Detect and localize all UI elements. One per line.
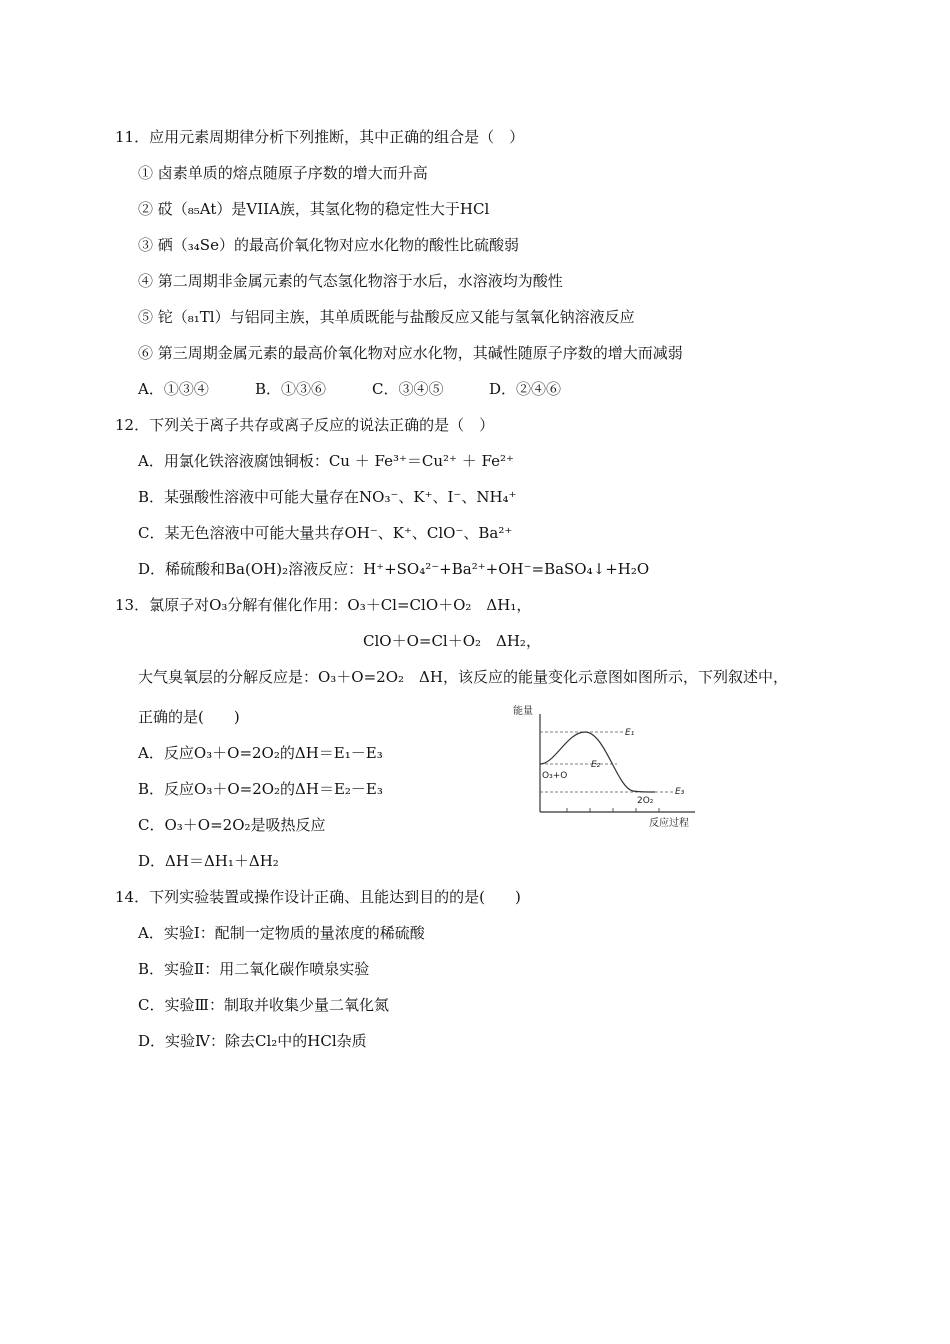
q11-item-3: ③ 硒（₃₄Se）的最高价氧化物对应水化物的酸性比硫酸弱 [138,236,519,254]
q11-item-6: ⑥ 第三周期金属元素的最高价氧化物对应水化物，其碱性随原子序数的增大而减弱 [138,344,683,362]
q13-option-b: B．反应O₃＋O=2O₂的ΔH＝E₂－E₃ [138,780,383,798]
q13-option-c: C．O₃＋O=2O₂是吸热反应 [138,816,326,834]
label-product: 2O₂ [637,796,654,806]
question-11-stem: 11．应用元素周期律分析下列推断，其中正确的组合是（ ） [115,128,525,146]
label-reactant: O₃+O [542,771,568,781]
x-axis-label: 反应过程 [649,818,689,829]
q13-stem-end: 正确的是( ) [138,708,240,726]
q11-item-4: ④ 第二周期非金属元素的气态氢化物溶于水后，水溶液均为酸性 [138,272,563,290]
energy-diagram [505,700,705,830]
q11-option-b: B．①③⑥ [255,380,327,398]
q11-option-a: A．①③④ [138,380,209,398]
label-e1: E₁ [625,728,635,738]
q11-option-c: C．③④⑤ [372,380,444,398]
q14-option-a: A．实验Ⅰ：配制一定物质的量浓度的稀硫酸 [138,924,425,942]
label-e2: E₂ [591,760,601,770]
q11-item-5: ⑤ 铊（₈₁Tl）与铝同主族，其单质既能与盐酸反应又能与氢氧化钠溶液反应 [138,308,635,326]
q12-option-a: A．用氯化铁溶液腐蚀铜板：Cu ＋ Fe³⁺＝Cu²⁺ ＋ Fe²⁺ [138,452,514,470]
label-e3: E₃ [675,787,685,797]
q14-option-d: D．实验Ⅳ：除去Cl₂中的HCl杂质 [138,1032,367,1050]
q14-option-b: B．实验Ⅱ：用二氧化碳作喷泉实验 [138,960,370,978]
q11-option-d: D．②④⑥ [489,380,562,398]
y-axis-label: 能量 [513,706,533,717]
question-12-stem: 12．下列关于离子共存或离子反应的说法正确的是（ ） [115,416,495,434]
q12-option-b: B．某强酸性溶液中可能大量存在NO₃⁻、K⁺、I⁻、NH₄⁺ [138,488,517,506]
q13-stem-continued: 大气臭氧层的分解反应是：O₃＋O=2O₂ ΔH，该反应的能量变化示意图如图所示，下列叙述中， [138,668,788,686]
q11-item-2: ② 砹（₈₅At）是VIIA族，其氢化物的稳定性大于HCl [138,200,490,218]
question-13-stem: 13．氯原子对O₃分解有催化作用：O₃＋Cl=ClO＋O₂ ΔH₁， [115,596,532,614]
q12-option-c: C．某无色溶液中可能大量共存OH⁻、K⁺、ClO⁻、Ba²⁺ [138,524,513,542]
q13-option-a: A．反应O₃＋O=2O₂的ΔH＝E₁－E₃ [138,744,383,762]
question-14-stem: 14．下列实验装置或操作设计正确、且能达到目的的是( ) [115,888,521,906]
q13-option-d: D．ΔH＝ΔH₁＋ΔH₂ [138,852,279,870]
q14-option-c: C．实验Ⅲ：制取并收集少量二氧化氮 [138,996,389,1014]
q11-item-1: ① 卤素单质的熔点随原子序数的增大而升高 [138,164,428,182]
q13-equation-2: ClO＋O=Cl＋O₂ ΔH₂， [363,632,541,650]
q12-option-d: D．稀硫酸和Ba(OH)₂溶液反应：H⁺+SO₄²⁻+Ba²⁺+OH⁻=BaSO₄↓+H₂O [138,560,650,578]
